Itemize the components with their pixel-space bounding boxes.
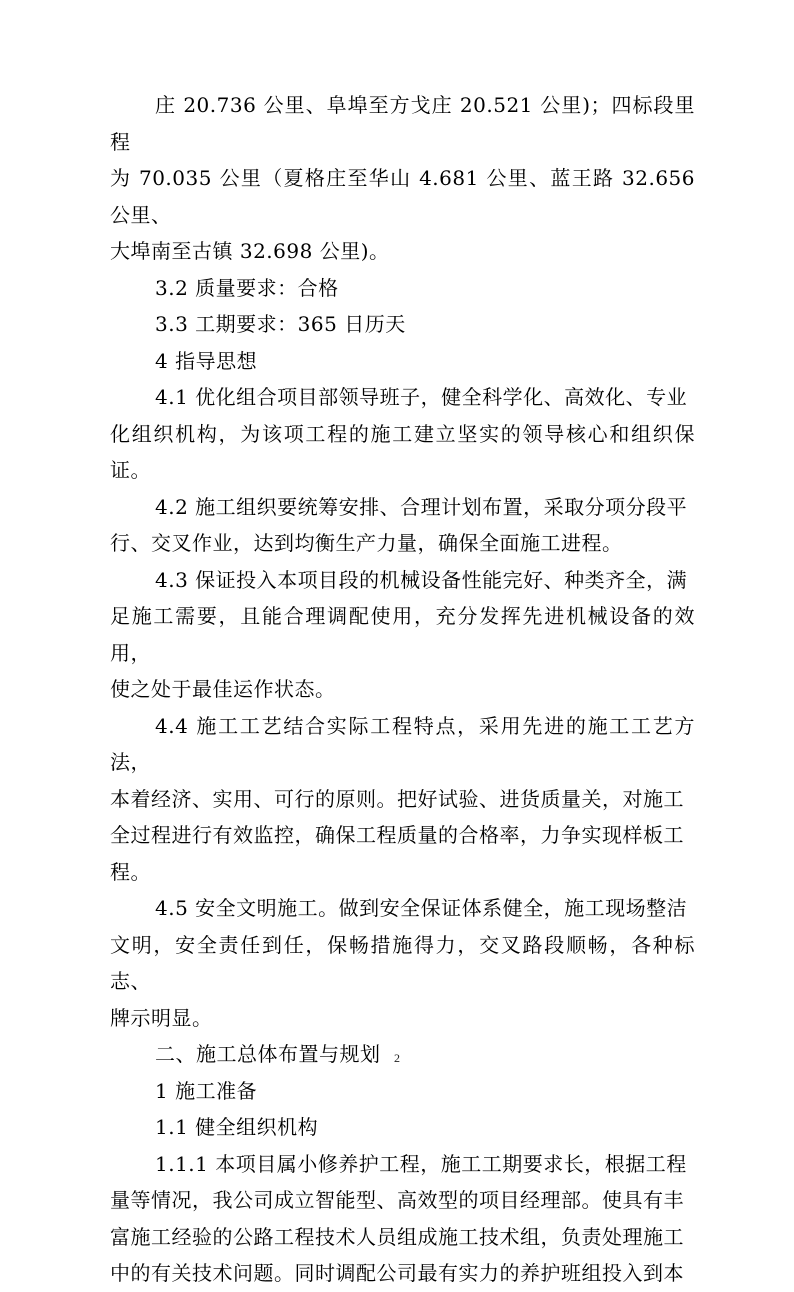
page-number: 2 <box>394 1051 400 1065</box>
text-line: 中的有关技术问题。同时调配公司最有实力的养护班组投入到本 <box>110 1261 684 1285</box>
text-line: 化组织机构，为该项工程的施工建立坚实的领导核心和组织保证。 <box>110 421 695 482</box>
text-line: 程。 <box>110 859 151 884</box>
paragraph-4-1 <box>110 379 695 416</box>
paragraph-4-4 <box>110 708 695 781</box>
body-text <box>110 87 695 1292</box>
text-line: 4 指导思想 <box>155 348 258 373</box>
text-line: 4.4 施工工艺结合实际工程特点，采用先进的施工工艺方法， <box>110 713 695 774</box>
paragraph-4-5-cont <box>110 927 695 1037</box>
paragraph-continuation <box>110 87 695 160</box>
text-line: 文明，安全责任到任，保畅措施得力，交叉路段顺畅，各种标志、 <box>110 932 695 993</box>
text-line: 4.5 安全文明施工。做到安全保证体系健全，施工现场整洁 <box>155 896 688 920</box>
text-line: 足施工需要，且能合理调配使用，充分发挥先进机械设备的效用， <box>110 604 695 665</box>
text-line: 本着经济、实用、可行的原则。把好试验、进货质量关，对施工 <box>110 786 684 811</box>
paragraph-4-4-cont <box>110 781 695 891</box>
text-line: 4.2 施工组织要统筹安排、合理计划布置，采取分项分段平 <box>155 494 688 519</box>
text-line: 为 70.035 公里（夏格庄至华山 4.681 公里、蓝王路 32.656 公里、 <box>110 166 695 227</box>
section-heading-organization <box>110 1109 695 1146</box>
section-quality-requirement <box>110 270 695 307</box>
paragraph-continuation-2 <box>110 160 695 270</box>
text-line: 4.3 保证投入本项目段的机械设备性能完好、种类齐全，满 <box>155 567 688 592</box>
paragraph-4-3-cont <box>110 598 695 708</box>
text-line: 富施工经验的公路工程技术人员组成施工技术组，负责处理施工 <box>110 1224 684 1249</box>
paragraph-4-2 <box>110 489 695 526</box>
text-line: 牌示明显。 <box>110 1005 213 1030</box>
text-line: 1.1.1 本项目属小修养护工程，施工工期要求长，根据工程 <box>155 1151 687 1176</box>
text-line: 1.1 健全组织机构 <box>155 1115 319 1139</box>
text-line: 3.2 质量要求：合格 <box>155 275 339 300</box>
paragraph-1-1-1-cont <box>110 1182 695 1292</box>
text-line: 4.1 优化组合项目部领导班子，健全科学化、高效化、专业 <box>155 385 688 409</box>
text-line: 3.3 工期要求：365 日历天 <box>155 312 406 336</box>
paragraph-1-1-1 <box>110 1146 695 1183</box>
paragraph-4-1-cont <box>110 416 695 489</box>
text-line: 庄 20.736 公里、阜埠至方戈庄 20.521 公里)；四标段里程 <box>110 93 695 154</box>
text-line: 行、交叉作业，达到均衡生产力量，确保全面施工进程。 <box>110 531 623 555</box>
text-line: 二、施工总体布置与规划 <box>155 1042 381 1066</box>
text-line: 1 施工准备 <box>155 1078 258 1103</box>
section-schedule-requirement <box>110 306 695 343</box>
section-heading-preparation <box>110 1073 695 1110</box>
text-line: 量等情况，我公司成立智能型、高效型的项目经理部。使具有丰 <box>110 1188 684 1212</box>
text-line: 大埠南至古镇 32.698 公里)。 <box>110 239 390 263</box>
text-line: 使之处于最佳运作状态。 <box>110 677 336 701</box>
section-heading-guiding-thought <box>110 343 695 380</box>
text-line: 全过程进行有效监控，确保工程质量的合格率，力争实现样板工 <box>110 823 684 847</box>
paragraph-4-2-cont <box>110 525 695 562</box>
paragraph-4-3 <box>110 562 695 599</box>
paragraph-4-5 <box>110 890 695 927</box>
